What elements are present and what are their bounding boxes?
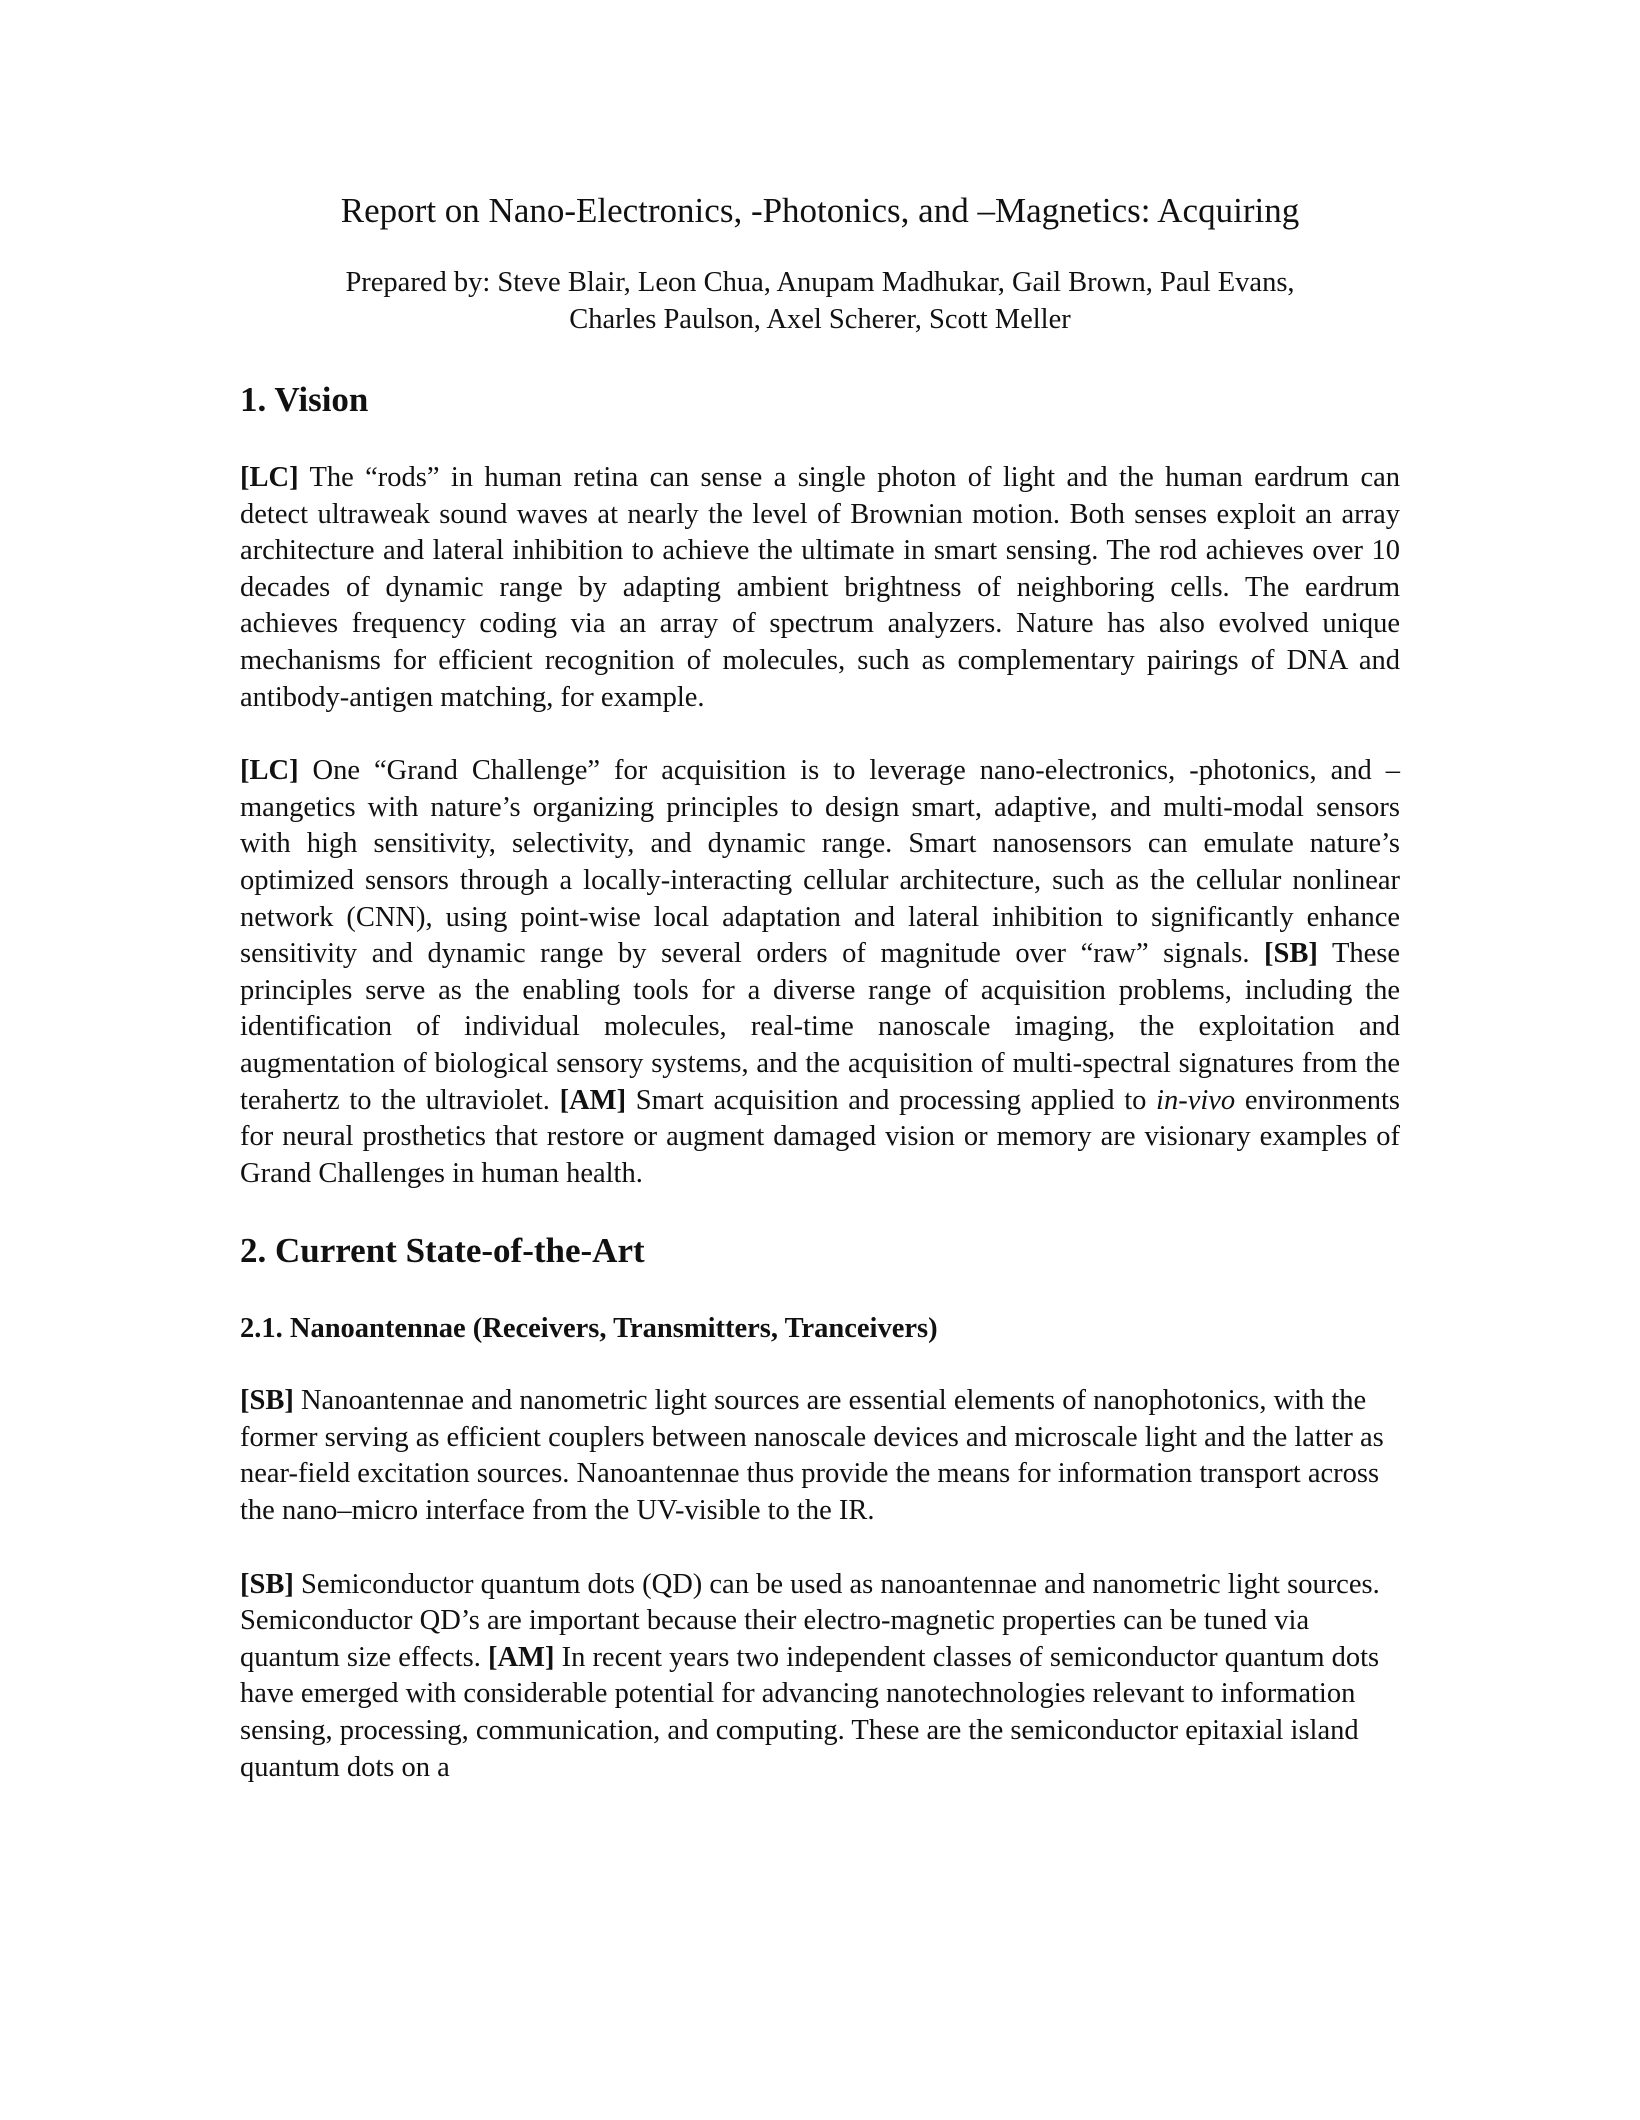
contributor-tag: [SB] [240,1568,294,1600]
paragraph-text: Smart acquisition and processing applied to [626,1084,1157,1116]
author-line-2: Charles Paulson, Axel Scherer, Scott Meller [569,304,1071,335]
author-line-1: Prepared by: Steve Blair, Leon Chua, Anupam Madhukar, Gail Brown, Paul Evans, [345,267,1295,298]
section-heading-vision: 1. Vision [240,380,369,419]
paragraph-text: The “rods” in human retina can sense a single photon of light and the human eardrum can detect ultraweak sound waves at nearly the level of Brownian motion. Both senses exploit an array architecture and lateral inhibition to achieve the ultimate in smart sensing. The rod achieves over 10 decades of dynamic range by adapting ambient brightness of neighboring cells. The eardrum achieves frequency coding via an array of spectrum analyzers. Nature has also evolved unique mechanisms for efficient recognition of molecules, such as complementary pairings of DNA and antibody-antigen matching, for example. [240,462,1400,713]
paragraph-vision-2 [240,753,1400,1192]
section-heading-state-of-the-art: 2. Current State-of-the-Art [240,1231,645,1271]
italic-term: in-vivo [1156,1084,1236,1116]
contributor-tag: [AM] [559,1084,627,1116]
paragraph-text: In recent years two independent classes of semiconductor quantum dots have emerged with considerable potential for advancing nanotechnologies relevant to information sensing, processing, communication, and computing. These are the semiconductor epitaxial island quantum dots on a [240,1641,1380,1783]
paragraph-vision-1 [240,460,1400,716]
paragraph-text: Nanoantennae and nanometric light sources are essential elements of nanophotonics, with the former serving as efficient couplers between nanoscale devices and microscale light and the latter as near-field excitation sources. Nanoantennae thus provide the means for information transport across the nano–micro interface from the UV-visible to the IR. [240,1385,1384,1527]
paragraph-text: One “Grand Challenge” for acquisition is to leverage nano-electronics, -photonics, and –mangetics with nature’s organizing principles to design smart, adaptive, and multi-modal sensors with high sensitivity, selectivity, and dynamic range. Smart nanosensors can emulate nature’s optimized sensors through a locally-interacting cellular architecture, such as the cellular nonlinear network (CNN), using point-wise local adaptation and lateral inhibition to significantly enhance sensitivity and dynamic range by several orders of magnitude over “raw” signals. [240,755,1400,970]
contributor-tag: [LC] [240,755,299,787]
contributor-tag: [SB] [1264,938,1318,970]
paragraph-text: Semiconductor quantum dots (QD) can be used as nanoantennae and nanometric light sources. Semiconductor QD’s are important because their electro-magnetic properties can be tuned via quantum size effects. [240,1568,1380,1673]
contributor-tag: [LC] [240,462,299,493]
contributor-tag: [AM] [487,1641,555,1673]
contributor-tag: [SB] [240,1385,294,1417]
subsection-heading-nanoantennae: 2.1. Nanoantennae (Receivers, Transmitters, Tranceivers) [240,1313,938,1345]
author-list [240,264,1400,338]
paragraph-text: environments for neural prosthetics that restore or augment damaged vision or memory are visionary examples of Grand Challenges in human health. [240,1084,1400,1189]
page-content [240,188,1400,1823]
paragraph-nanoantennae-2 [240,1567,1400,1787]
paragraph-nanoantennae-1 [240,1383,1400,1529]
paragraph-text: These principles serve as the enabling tools for a diverse range of acquisition problems, including the identification of individual molecules, real-time nanoscale imaging, the exploitation and augmentation of biological sensory systems, and the acquisition of multi-spectral signatures from the terahertz to the ultraviolet. [240,938,1400,1116]
document-title: Report on Nano-Electronics, -Photonics, and –Magnetics: Acquiring [340,191,1300,230]
